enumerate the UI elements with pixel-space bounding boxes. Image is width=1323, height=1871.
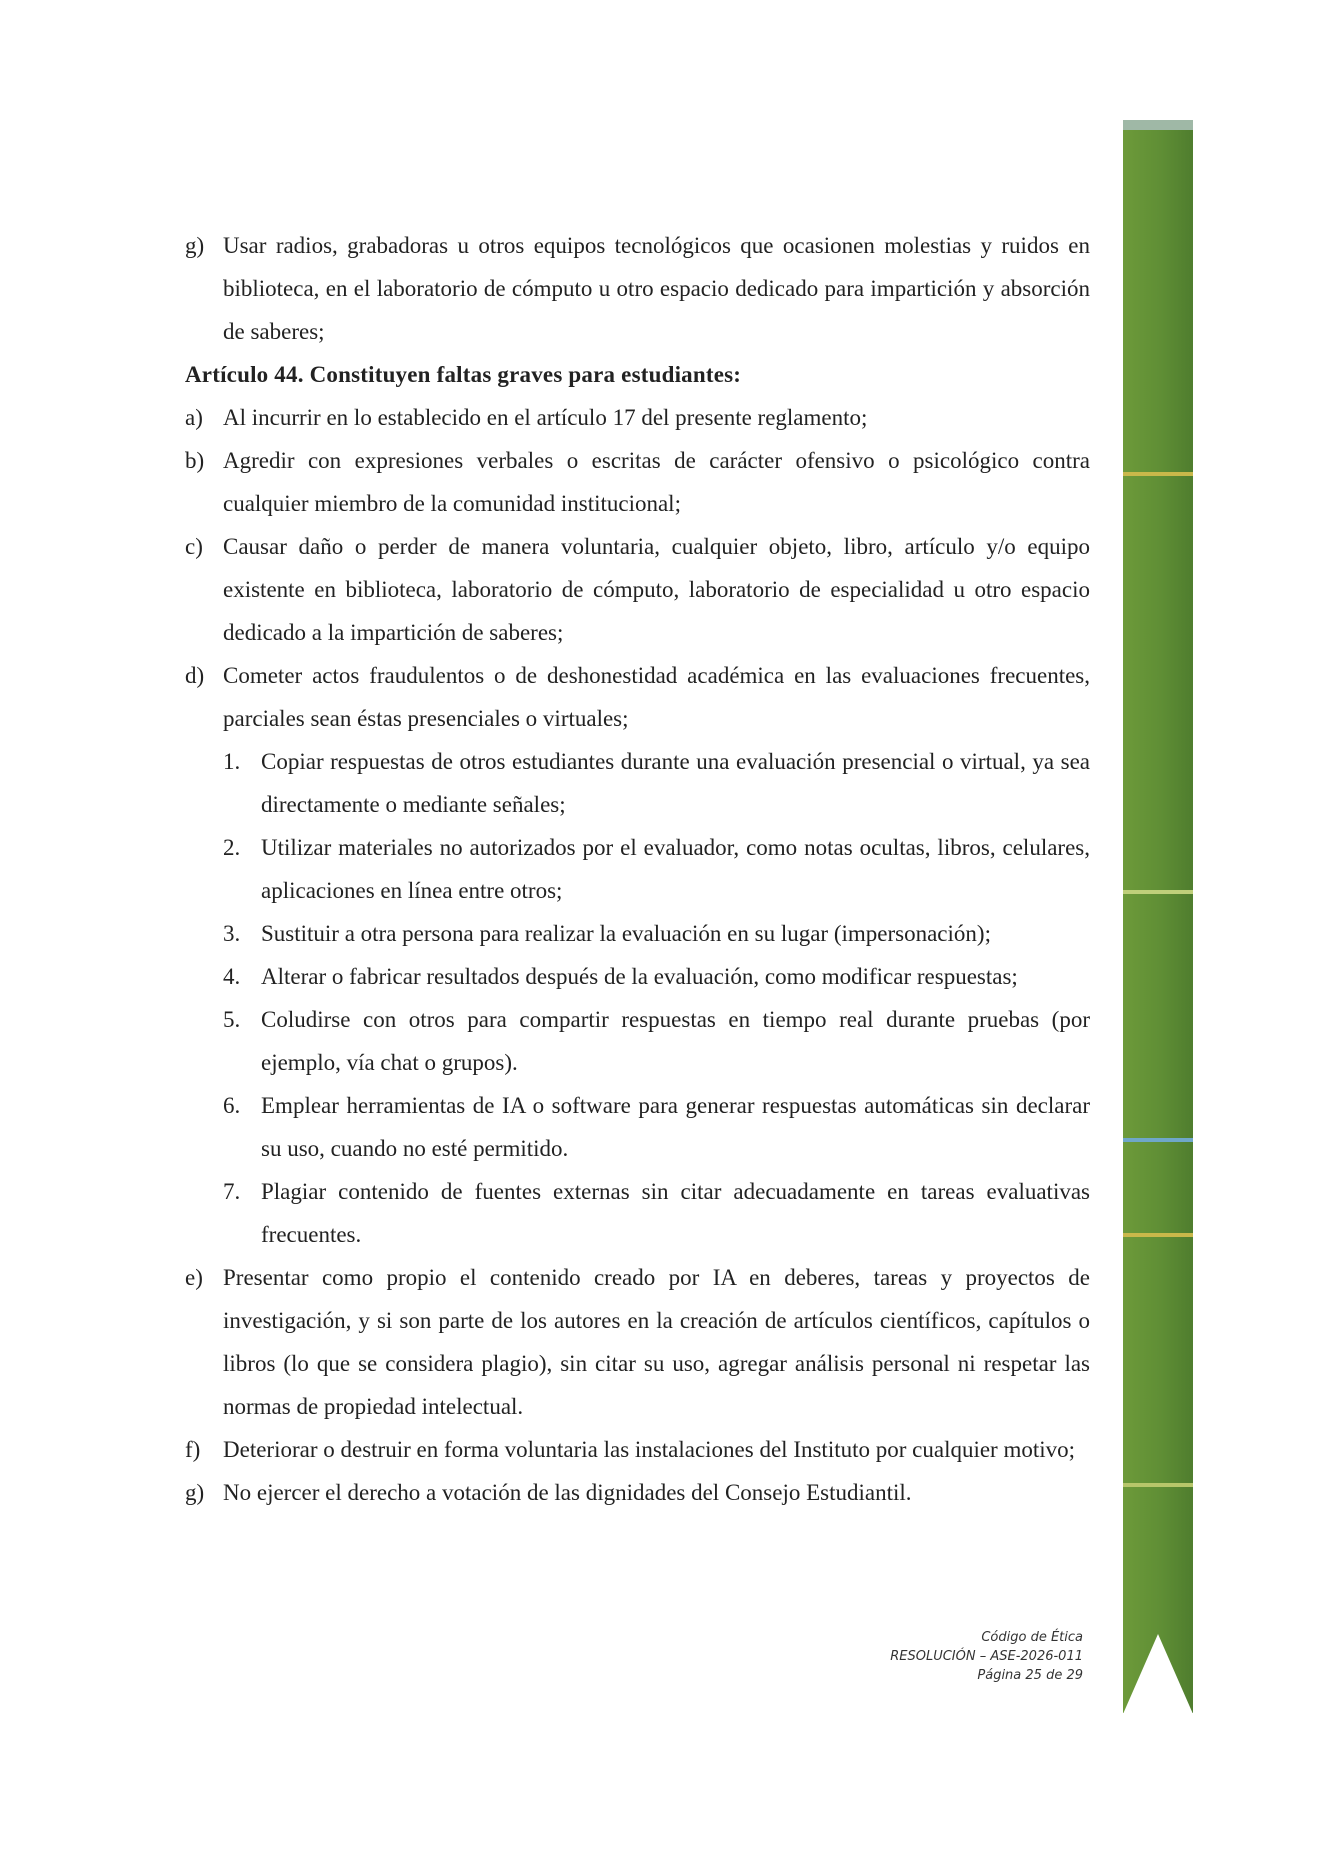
item-marker: d) — [185, 663, 205, 688]
item-text: Presentar como propio el contenido creado por IA en deberes, tareas y proyectos de investigación, y si son parte de los autores en la creación de artículos científicos, capítulos o libros (lo que se considera plagio), sin citar su uso, agregar análisis personal ni respetar las normas de propiedad intelectual. — [223, 1265, 1090, 1419]
sub-item-text: Copiar respuestas de otros estudiantes durante una evaluación presencial o virtual, ya sea directamente o mediante señales; — [261, 749, 1090, 817]
sub-item-text: Coludirse con otros para compartir respuestas en tiempo real durante pruebas (por ejemplo, vía chat o grupos). — [261, 1007, 1090, 1075]
sub-list-item — [185, 955, 1090, 998]
footer-document-title: Código de Ética — [981, 1630, 1083, 1645]
sub-item-text: Alterar o fabricar resultados después de la evaluación, como modificar respuestas; — [261, 964, 1018, 989]
list-item — [185, 654, 1090, 740]
item-text: Deteriorar o destruir en forma voluntaria las instalaciones del Instituto por cualquier motivo; — [223, 1437, 1076, 1462]
sub-item-number: 5. — [223, 1007, 241, 1032]
item-marker: g) — [185, 233, 205, 258]
decorative-ribbon — [1123, 128, 1193, 1713]
ribbon-stripe — [1123, 890, 1193, 894]
list-item — [185, 525, 1090, 654]
item-marker: a) — [185, 405, 203, 430]
item-marker: f) — [185, 1437, 201, 1462]
item-marker: c) — [185, 534, 203, 559]
article-heading: Artículo 44. Constituyen faltas graves para estudiantes: — [185, 362, 742, 387]
footer-page-number: Página 25 de 29 — [977, 1668, 1083, 1683]
item-text: Agredir con expresiones verbales o escritas de carácter ofensivo o psicológico contra cualquier miembro de la comunidad institucional; — [223, 448, 1090, 516]
sub-item-text: Plagiar contenido de fuentes externas sin citar adecuadamente en tareas evaluativas frecuentes. — [261, 1179, 1090, 1247]
sub-list-item — [185, 1170, 1090, 1256]
list-item — [185, 224, 1090, 353]
sub-list-item — [185, 912, 1090, 955]
list-item — [185, 396, 1090, 439]
list-item — [185, 439, 1090, 525]
list-item — [185, 1471, 1090, 1514]
document-body — [185, 224, 1090, 1514]
footer-resolution: RESOLUCIÓN – ASE-2026-011 — [890, 1649, 1083, 1664]
item-marker: g) — [185, 1480, 205, 1505]
sub-list-item — [185, 826, 1090, 912]
ribbon-stripe — [1123, 1138, 1193, 1142]
ribbon-stripe — [1123, 1233, 1193, 1237]
ribbon-stripe — [1123, 1483, 1193, 1487]
ribbon-top-cap — [1123, 120, 1193, 130]
item-marker: e) — [185, 1265, 203, 1290]
ribbon-stripe — [1123, 472, 1193, 476]
sub-item-text: Sustituir a otra persona para realizar la evaluación en su lugar (impersonación); — [261, 921, 991, 946]
sub-item-number: 1. — [223, 749, 241, 774]
sub-item-number: 2. — [223, 835, 241, 860]
sub-item-number: 3. — [223, 921, 241, 946]
item-text: Cometer actos fraudulentos o de deshonestidad académica en las evaluaciones frecuentes, parciales sean éstas presenciales o virtuales; — [223, 663, 1090, 731]
sub-item-number: 6. — [223, 1093, 241, 1118]
sub-item-text: Emplear herramientas de IA o software para generar respuestas automáticas sin declarar su uso, cuando no esté permitido. — [261, 1093, 1090, 1161]
ribbon-notch — [1123, 1634, 1193, 1714]
list-item — [185, 1428, 1090, 1471]
item-text: Al incurrir en lo establecido en el artículo 17 del presente reglamento; — [223, 405, 868, 430]
item-marker: b) — [185, 448, 205, 473]
sub-item-number: 7. — [223, 1179, 241, 1204]
list-item — [185, 1256, 1090, 1428]
sub-item-text: Utilizar materiales no autorizados por el evaluador, como notas ocultas, libros, celulares, aplicaciones en línea entre otros; — [261, 835, 1090, 903]
sub-list-item — [185, 740, 1090, 826]
sub-list-item — [185, 1084, 1090, 1170]
page-footer — [890, 1628, 1083, 1685]
item-text: Usar radios, grabadoras u otros equipos tecnológicos que ocasionen molestias y ruidos en biblioteca, en el laboratorio de cómputo u otro espacio dedicado para impartición y absorción de saberes; — [223, 233, 1090, 344]
sub-item-number: 4. — [223, 964, 241, 989]
sub-list-item — [185, 998, 1090, 1084]
item-text: Causar daño o perder de manera voluntaria, cualquier objeto, libro, artículo y/o equipo existente en biblioteca, laboratorio de cómputo, laboratorio de especialidad u otro espacio dedicado a la impartición de saberes; — [223, 534, 1090, 645]
item-text: No ejercer el derecho a votación de las dignidades del Consejo Estudiantil. — [223, 1480, 912, 1505]
